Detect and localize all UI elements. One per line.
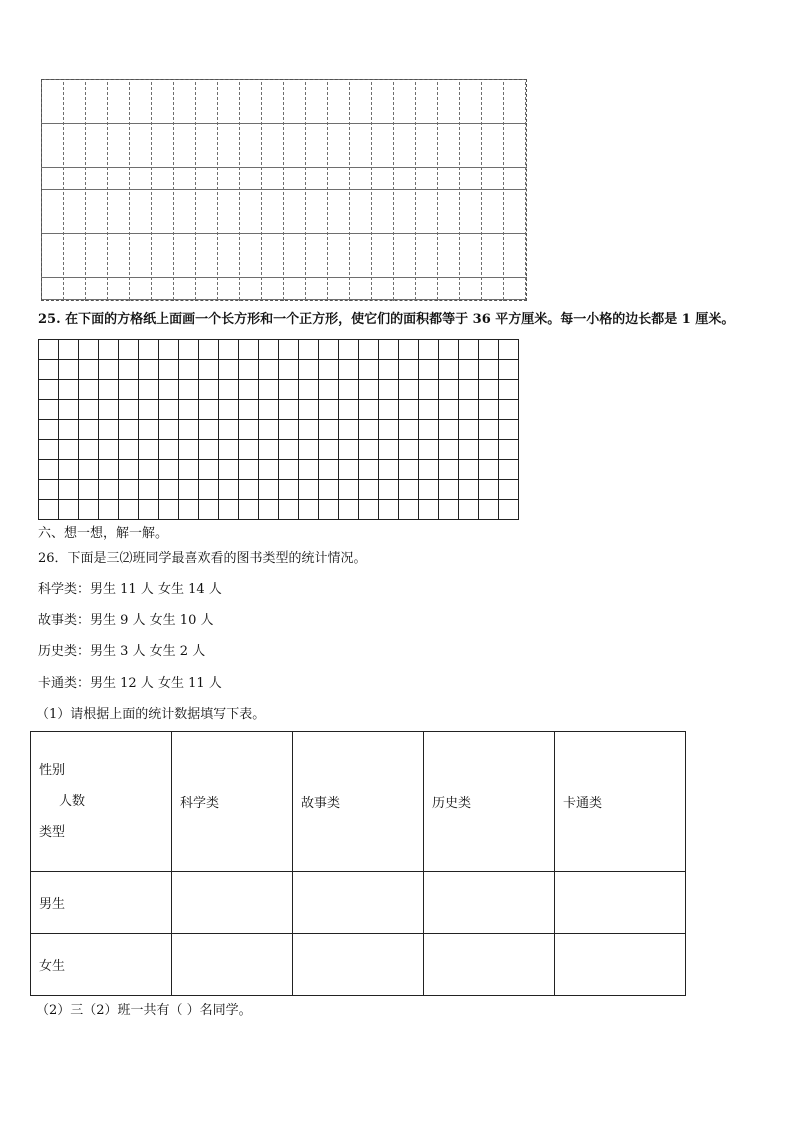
- part-1-instruction: （1）请根据上面的统计数据填写下表。: [36, 707, 266, 722]
- table-row-girls: [31, 934, 686, 996]
- stat-history: 历史类：男生 3 人 女生 2 人: [38, 644, 206, 659]
- header-type-label: 类型: [39, 825, 66, 840]
- column-header-science: 科学类: [172, 732, 293, 872]
- header-corner-cell: [31, 732, 172, 872]
- question-26-intro: 26．下面是三⑵班同学最喜欢看的图书类型的统计情况。: [38, 551, 367, 566]
- cell-girls-history[interactable]: [424, 934, 555, 996]
- part-2-question: （2）三（2）班一共有（ ）名同学。: [36, 1003, 252, 1018]
- stat-science: 科学类：男生 11 人 女生 14 人: [38, 582, 222, 597]
- grid-paper[interactable]: [38, 339, 519, 520]
- dashed-grid-paper: [41, 79, 527, 301]
- row-label-boys: 男生: [31, 872, 172, 934]
- cell-girls-science[interactable]: [172, 934, 293, 996]
- statistics-table: [30, 731, 686, 996]
- column-header-cartoon: 卡通类: [555, 732, 686, 872]
- question-25-text: 25. 在下面的方格纸上面画一个长方形和一个正方形，使它们的面积都等于 36 平方厘米。每一小格的边长都是 1 厘米。: [38, 312, 735, 327]
- cell-boys-history[interactable]: [424, 872, 555, 934]
- cell-girls-cartoon[interactable]: [555, 934, 686, 996]
- section-6-title: 六、想一想，解一解。: [38, 526, 169, 541]
- table-row-boys: [31, 872, 686, 934]
- header-count-label: 人数: [59, 794, 86, 809]
- column-header-history: 历史类: [424, 732, 555, 872]
- cell-boys-science[interactable]: [172, 872, 293, 934]
- cell-boys-story[interactable]: [293, 872, 424, 934]
- row-label-girls: 女生: [31, 934, 172, 996]
- header-gender-label: 性别: [39, 763, 66, 778]
- table-header-row: [31, 732, 686, 872]
- cell-girls-story[interactable]: [293, 934, 424, 996]
- stat-cartoon: 卡通类：男生 12 人 女生 11 人: [38, 676, 222, 691]
- cell-boys-cartoon[interactable]: [555, 872, 686, 934]
- stat-story: 故事类：男生 9 人 女生 10 人: [38, 613, 214, 628]
- column-header-story: 故事类: [293, 732, 424, 872]
